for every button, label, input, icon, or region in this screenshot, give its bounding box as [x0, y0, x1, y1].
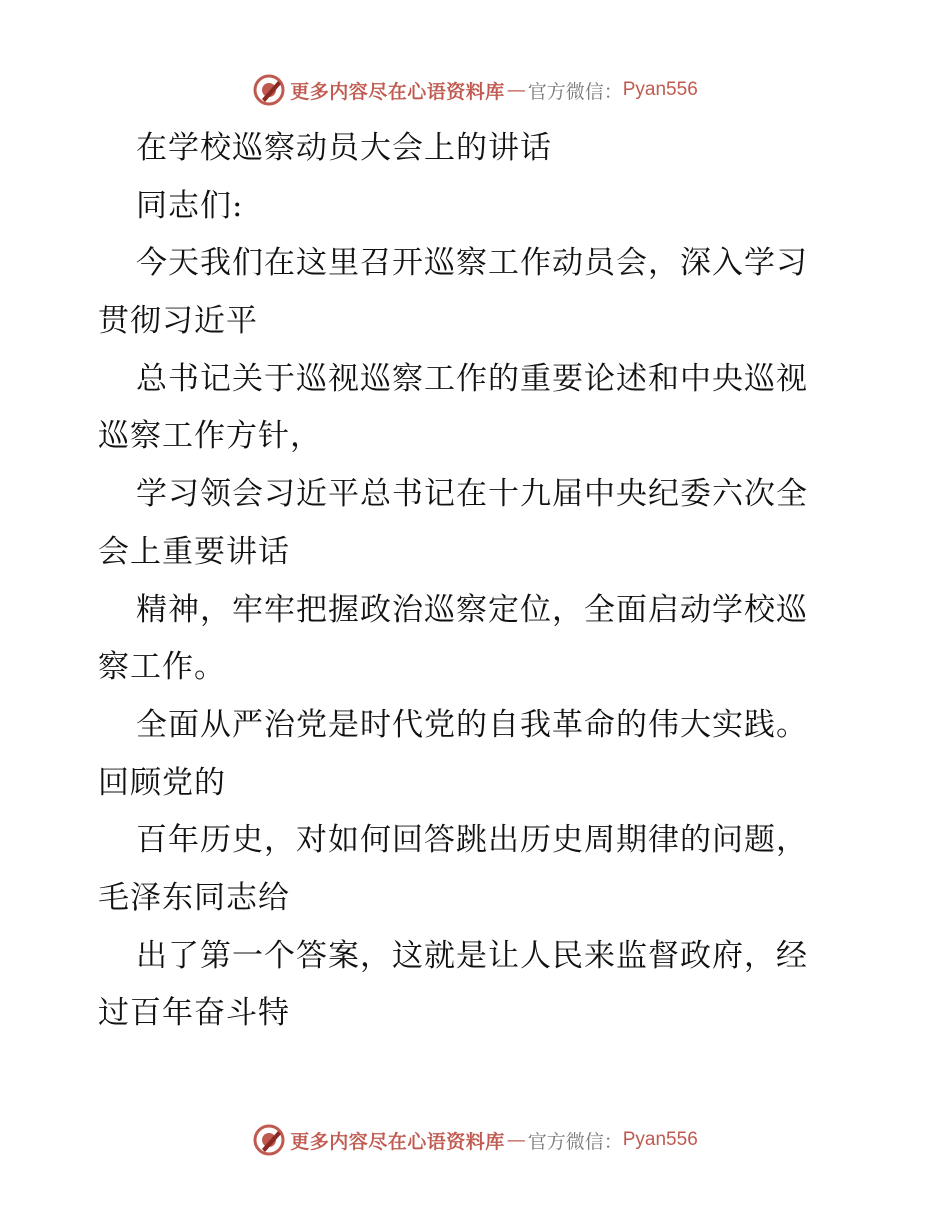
text-line: 贯彻习近平 — [98, 303, 258, 340]
pen-logo-icon — [252, 1123, 286, 1157]
text-line: 会上重要讲话 — [98, 533, 290, 570]
text-line: 回顾党的 — [98, 764, 226, 801]
text-line: 毛泽东同志给 — [98, 879, 290, 916]
watermark-wechat-id: Pyan556 — [622, 79, 698, 100]
footer-watermark — [0, 1120, 950, 1160]
watermark-dash: — — [506, 1129, 526, 1151]
text-line: 过百年奋斗特 — [98, 995, 290, 1032]
document-title: 在学校巡察动员大会上的讲话 — [136, 130, 552, 166]
text-line: 巡察工作方针， — [98, 418, 322, 455]
document-body — [98, 120, 858, 1043]
watermark-label: 官方微信： — [527, 1130, 623, 1153]
header-watermark — [0, 70, 950, 110]
text-line: 出了第一个答案，这就是让人民来监督政府，经 — [136, 937, 808, 974]
watermark-wechat-id: Pyan556 — [622, 1129, 698, 1150]
text-line: 全面从严治党是时代党的自我革命的伟大实践。 — [136, 706, 808, 743]
text-line: 总书记关于巡视巡察工作的重要论述和中央巡视 — [136, 360, 808, 397]
text-line: 精神，牢牢把握政治巡察定位，全面启动学校巡 — [136, 591, 808, 628]
watermark-site-text: 更多内容尽在心语资料库 — [290, 1130, 505, 1153]
text-line: 百年历史，对如何回答跳出历史周期律的问题， — [136, 822, 808, 859]
watermark-site-text: 更多内容尽在心语资料库 — [290, 80, 505, 103]
text-line: 今天我们在这里召开巡察工作动员会，深入学习 — [136, 245, 808, 282]
watermark-label: 官方微信： — [527, 80, 623, 103]
text-line: 学习领会习近平总书记在十九届中央纪委六次全 — [136, 476, 808, 513]
text-line: 察工作。 — [98, 649, 226, 686]
salutation: 同志们: — [136, 187, 244, 224]
watermark-dash: — — [506, 79, 526, 101]
pen-logo-icon — [252, 73, 286, 107]
